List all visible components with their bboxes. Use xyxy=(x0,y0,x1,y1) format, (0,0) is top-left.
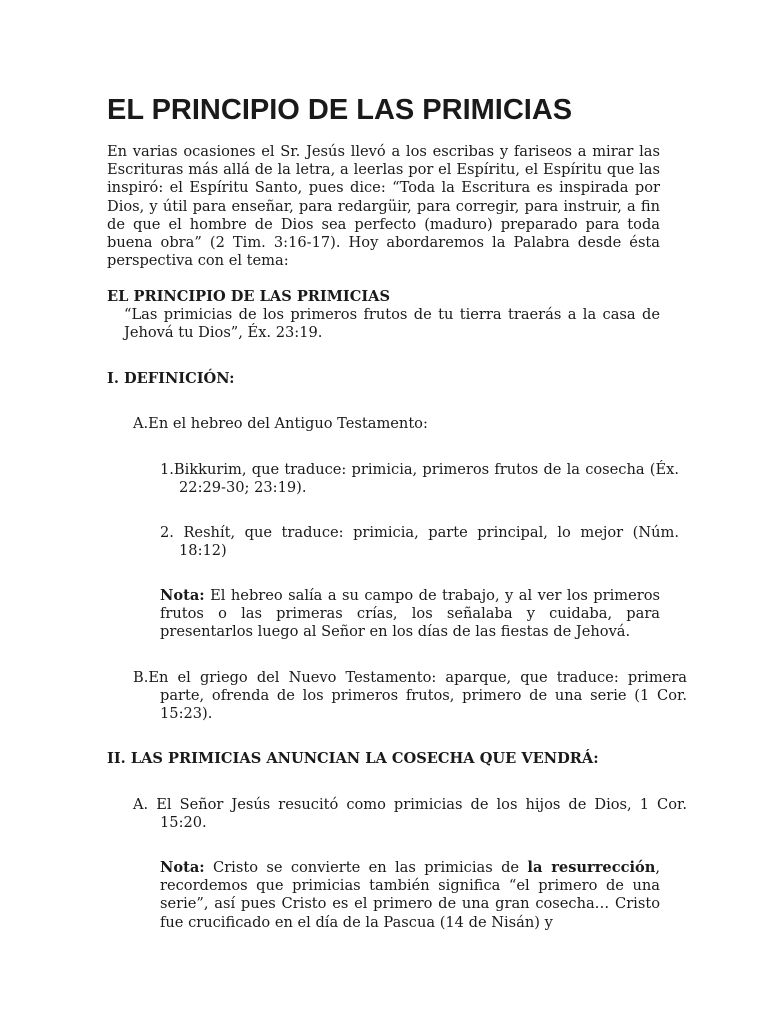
section-1-subitem-1: 1.Bikkurim, que traduce: primicia, primeros frutos de la cosecha (Éx. 22:29-30; 23:19). xyxy=(160,461,679,497)
document-title: EL PRINCIPIO DE LAS PRIMICIAS xyxy=(107,94,573,126)
section-2-heading: II. LAS PRIMICIAS ANUNCIAN LA COSECHA QUE VENDRÁ: xyxy=(107,750,599,767)
section-2-item-a: A. El Señor Jesús resucitó como primicias de los hijos de Dios, 1 Cor. 15:20. xyxy=(133,796,687,832)
note-text-continued: , recordemos que primicias también significa “el primero de una serie”, así pues Cristo es el primero de una gran cosecha… Cristo fue crucificado en el día de la Pascua (14 de Nisán) y xyxy=(160,859,660,931)
note-label: Nota: xyxy=(160,859,205,876)
section-1-item-b: B.En el griego del Nuevo Testamento: aparque, que traduce: primera parte, ofrenda de los primeros frutos, primero de una serie (1 Cor. 15:23). xyxy=(133,669,687,723)
note-text: El hebreo salía a su campo de trabajo, y al ver los primeros frutos o las primeras crías, los señalaba y cuidaba, para presentarlos luego al Señor en los días de las fiestas de Jehová. xyxy=(160,587,660,641)
note-label: Nota: xyxy=(160,587,205,604)
theme-quote: “Las primicias de los primeros frutos de tu tierra traerás a la casa de Jehová tu Dios”, Éx. 23:19. xyxy=(124,306,660,342)
note-text: Cristo se convierte en las primicias de xyxy=(204,859,528,876)
section-1-subitem-2: 2. Reshít, que traduce: primicia, parte principal, lo mejor (Núm. 18:12) xyxy=(160,524,679,560)
intro-paragraph: En varias ocasiones el Sr. Jesús llevó a los escribas y fariseos a mirar las Escrituras más allá de la letra, a leerlas por el Espíritu, el Espíritu que las inspiró: el Espíritu Santo, pues dice: “Toda la Escritura es inspirada por Dios, y útil para enseñar, para redargüir, para corregir, para instruir, a fin de que el hombre de Dios sea perfecto (maduro) preparado para toda buena obra” (2 Tim. 3:16-17). Hoy abordaremos la Palabra desde ésta perspectiva con el tema: xyxy=(107,143,660,270)
section-1-note xyxy=(160,587,660,642)
section-1-heading: I. DEFINICIÓN: xyxy=(107,370,235,387)
note-emphasis: la resurrección xyxy=(527,859,656,876)
theme-heading: EL PRINCIPIO DE LAS PRIMICIAS xyxy=(107,288,391,305)
section-2-note xyxy=(160,859,660,932)
section-1-item-a: A.En el hebreo del Antiguo Testamento: xyxy=(133,415,428,432)
